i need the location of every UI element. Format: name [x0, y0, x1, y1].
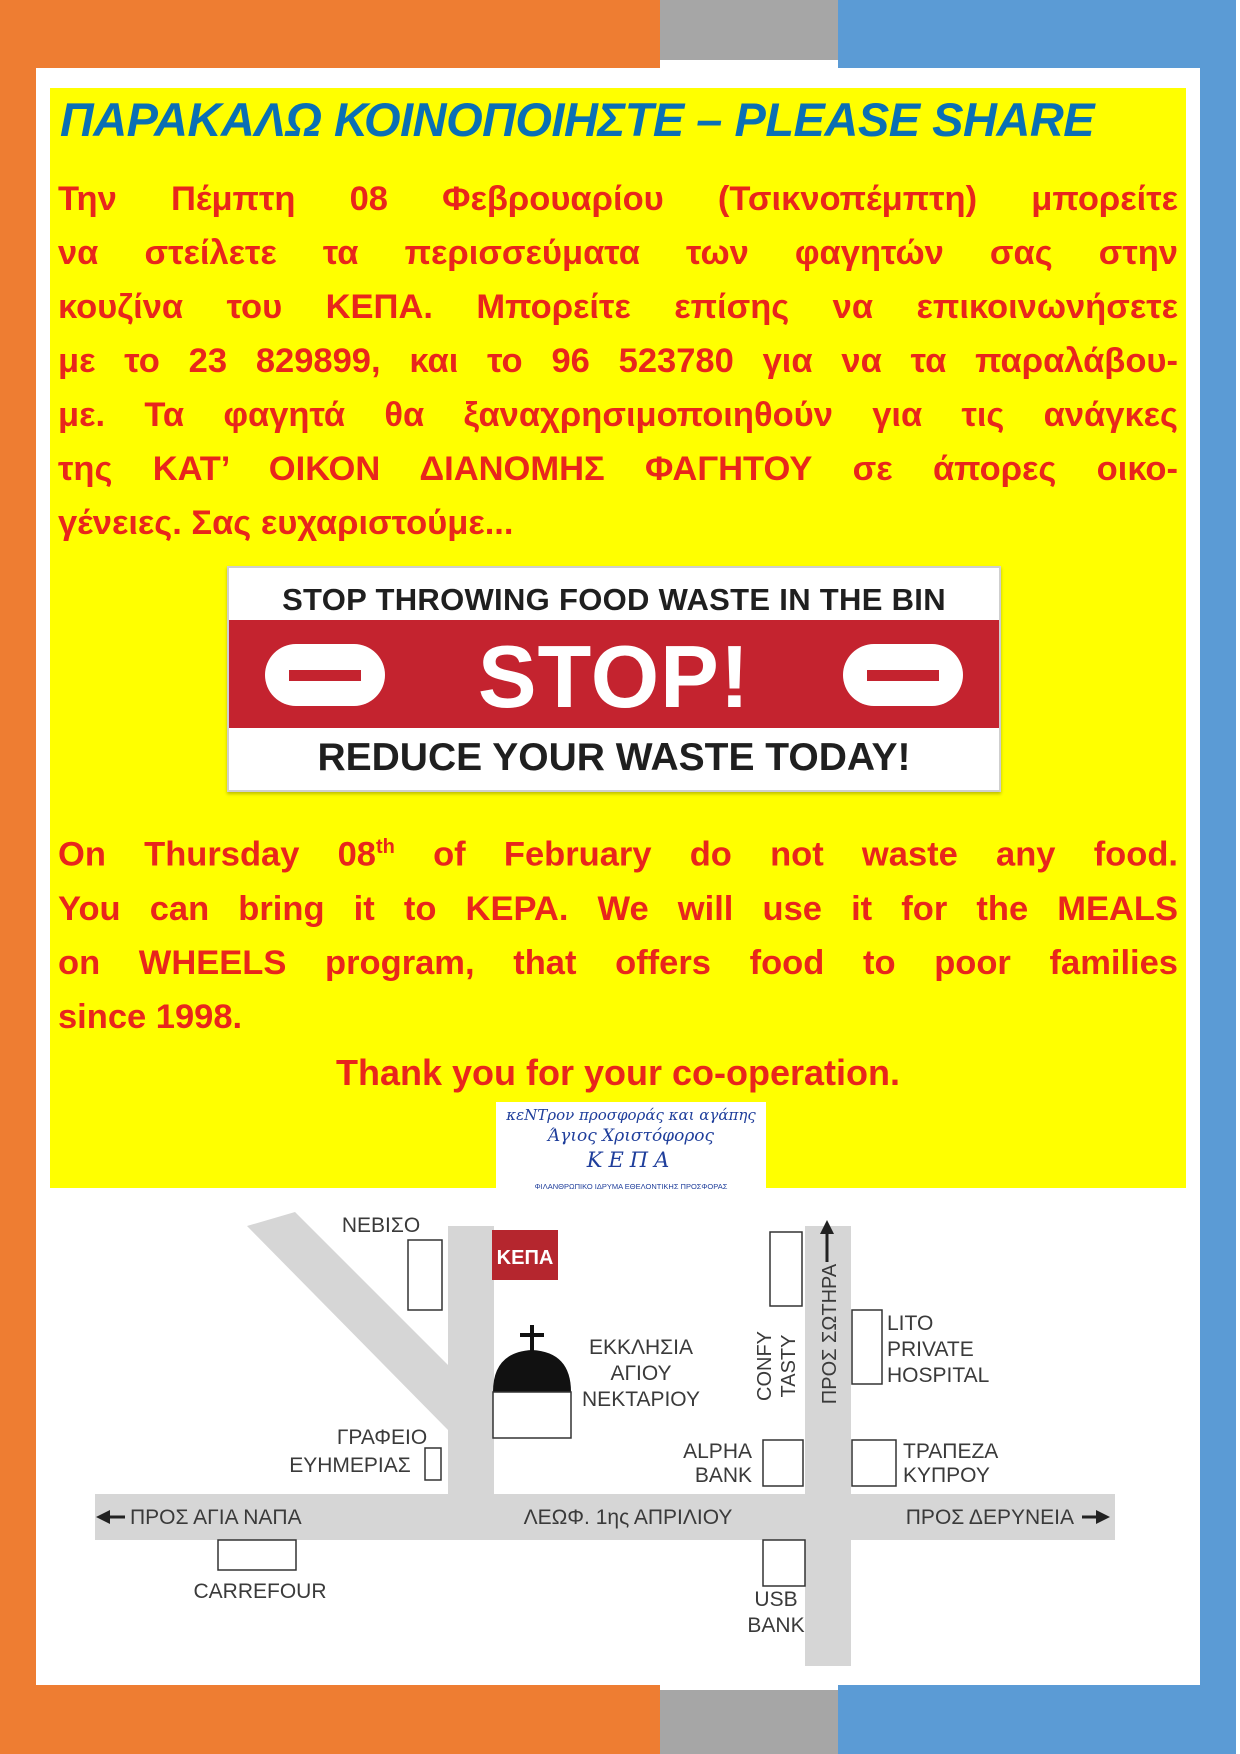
- trapeza-label-line: ΚΥΠΡΟΥ: [903, 1464, 990, 1487]
- greek-line: Την Πέμπτη 08 Φεβρουαρίου (Τσικνοπέμπτη) μπορείτε: [58, 180, 1178, 218]
- pros-sotira-label: ΠΡΟΣ ΣΩΤΗΡΑ: [819, 1263, 841, 1405]
- confy-tasty-building: [770, 1232, 802, 1306]
- neviso-building: [408, 1240, 442, 1310]
- pros-agia-napa-label: ΠΡΟΣ ΑΓΙΑ ΝΑΠΑ: [130, 1506, 302, 1529]
- usb-label-line: USB: [754, 1588, 798, 1611]
- kepa-logo: [496, 1102, 766, 1198]
- alpha-bank-building: [763, 1440, 803, 1486]
- logo-line: ΚΕΠΑ: [586, 1148, 676, 1172]
- lito-building: [852, 1310, 882, 1384]
- usb-label-line: BANK: [747, 1614, 805, 1637]
- grafeio-label-line: ΓΡΑΦΕΙΟ: [336, 1426, 428, 1449]
- grafeio-building: [425, 1448, 441, 1480]
- confy-label: CONFY: [754, 1331, 776, 1401]
- ordinal-suffix: th: [376, 836, 395, 858]
- sign-bottom-text: REDUCE YOUR WASTE TODAY!: [317, 736, 911, 779]
- lito-label-line: LITO: [887, 1312, 934, 1335]
- trapeza-label-line: ΤΡΑΠΕΖΑ: [903, 1440, 999, 1463]
- church-label-line: ΑΓΙΟΥ: [610, 1362, 672, 1385]
- greek-line: να στείλετε τα περισσεύματα των φαγητών σας στην: [58, 234, 1178, 272]
- church-label-line: ΕΚΚΛΗΣΙΑ: [588, 1336, 694, 1359]
- logo-line: ΦΙΛΑΝΘΡΩΠΙΚΟ ΙΔΡΥΜΑ ΕΘΕΛΟΝΤΙΚΗΣ ΠΡΟΣΦΟΡΑΣ: [534, 1182, 728, 1191]
- page-title: ΠΑΡΑΚΑΛΩ ΚΟΙΝΟΠΟΙΗΣΤΕ – PLEASE SHARE: [60, 93, 1095, 146]
- thank-you-text: Thank you for your co-operation.: [335, 1052, 901, 1093]
- carrefour-building: [218, 1540, 296, 1570]
- church-icon: [493, 1325, 571, 1438]
- vertical-road-left: [448, 1226, 494, 1496]
- sign-top-text: STOP THROWING FOOD WASTE IN THE BIN: [282, 582, 946, 617]
- tasty-label: TASTY: [778, 1334, 800, 1398]
- greek-line: γένειες. Σας ευχαριστούμε...: [58, 504, 514, 542]
- leoforos-label: ΛΕΩΦ. 1ης ΑΠΡΙΛΙΟΥ: [523, 1506, 733, 1529]
- sign-stop-text: STOP!: [477, 627, 751, 726]
- usb-bank-building: [763, 1540, 805, 1586]
- english-line-end: of February do not waste any food.: [394, 835, 1178, 874]
- greek-line: κουζίνα του ΚΕΠΑ. Μπορείτε επίσης να επικοινωνήσετε: [58, 288, 1178, 326]
- alpha-label-line: BANK: [694, 1464, 752, 1487]
- logo-line: Άγιος Χριστόφορος: [547, 1126, 715, 1146]
- kepa-label: ΚΕΠΑ: [496, 1247, 554, 1269]
- english-line: on WHEELS program, that offers food to poor families: [58, 943, 1178, 982]
- neviso-label: ΝΕΒΙΣΟ: [341, 1214, 421, 1237]
- greek-line: της ΚΑΤ’ ΟΙΚΟΝ ΔΙΑΝΟΜΗΣ ΦΑΓΗΤΟΥ σε άπορες οικο-: [58, 450, 1178, 488]
- lito-label-line: HOSPITAL: [887, 1364, 990, 1387]
- lito-label-line: PRIVATE: [887, 1338, 974, 1361]
- greek-line: με. Τα φαγητά θα ξαναχρησιμοποιηθούν για τις ανάγκες: [58, 396, 1178, 434]
- english-line-start: On Thursday 08: [58, 835, 376, 874]
- grafeio-label-line: ΕΥΗΜΕΡΙΑΣ: [289, 1454, 411, 1477]
- church-label-line: ΝΕΚΤΑΡΙΟΥ: [582, 1388, 700, 1411]
- pros-deryneia-label: ΠΡΟΣ ΔΕΡΥΝΕΙΑ: [905, 1506, 1074, 1529]
- greek-line: με το 23 829899, και το 96 523780 για να τα παραλάβου-: [58, 342, 1178, 380]
- carrefour-label: CARREFOUR: [193, 1580, 327, 1603]
- english-line: You can bring it to KEPA. We will use it for the MEALS: [58, 889, 1178, 928]
- logo-line: κεΝΤρον προσφοράς και αγάπης: [506, 1106, 756, 1124]
- bank-of-cyprus-building: [852, 1440, 896, 1486]
- english-line: since 1998.: [58, 997, 243, 1036]
- alpha-label-line: ALPHA: [683, 1440, 752, 1463]
